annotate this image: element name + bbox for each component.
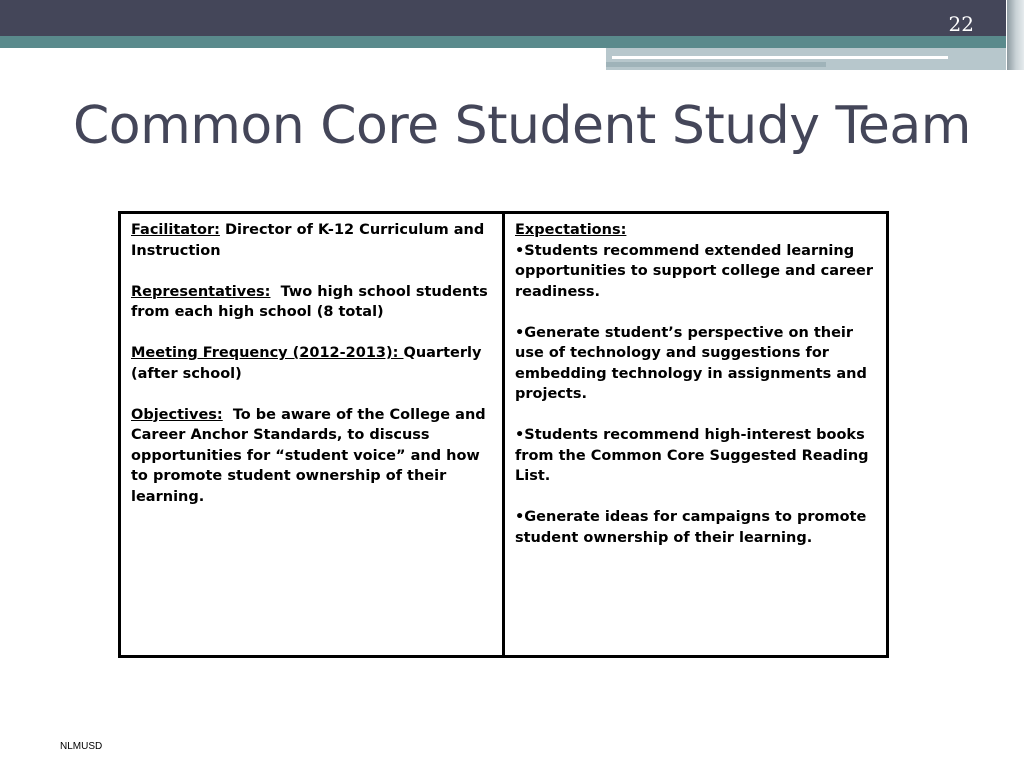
expectation-item: •Generate student’s perspective on their use of technology and suggestions for embedding technology in assignments and projects. xyxy=(515,324,867,402)
decorative-ribbon-line xyxy=(612,56,948,59)
meeting-frequency-line xyxy=(131,343,492,384)
header-band xyxy=(0,0,1024,36)
slide-title: Common Core Student Study Team xyxy=(73,96,971,156)
objectives-value: To be aware of the College and Career Anchor Standards, to discuss opportunities for “student voice” and how to promote student ownership of their learning. xyxy=(131,406,491,505)
expectations-column xyxy=(505,214,886,655)
representatives-value: Two high school students from each high school (8 total) xyxy=(131,283,493,320)
footer-text: NLMUSD xyxy=(60,741,103,752)
facilitator-value: Director of K-12 Curriculum and Instruction xyxy=(131,222,485,259)
representatives-line xyxy=(131,282,492,323)
expectation-item: •Students recommend extended learning opportunities to support college and career readiness. xyxy=(515,242,874,300)
expectations-heading: Expectations: xyxy=(515,222,627,238)
expectation-item: •Students recommend high-interest books from the Common Core Suggested Reading List. xyxy=(515,427,869,484)
expectation-item: •Generate ideas for campaigns to promote student ownership of their learning. xyxy=(515,509,867,546)
objectives-label: Objectives: xyxy=(131,406,223,423)
decorative-ribbon-accent xyxy=(606,62,826,67)
accent-band xyxy=(0,36,1024,48)
slide-number: 22 xyxy=(948,12,974,36)
meeting-frequency-value: Quarterly (after school) xyxy=(131,345,482,382)
facilitator-label: Facilitator: xyxy=(131,222,220,238)
facilitator-line xyxy=(131,220,492,261)
details-column xyxy=(121,214,505,655)
info-table xyxy=(118,211,889,658)
representatives-label: Representatives: xyxy=(131,283,271,300)
objectives-line xyxy=(131,405,492,508)
decorative-side-tab xyxy=(1006,0,1024,70)
meeting-frequency-label: Meeting Frequency (2012-2013): xyxy=(131,345,404,361)
